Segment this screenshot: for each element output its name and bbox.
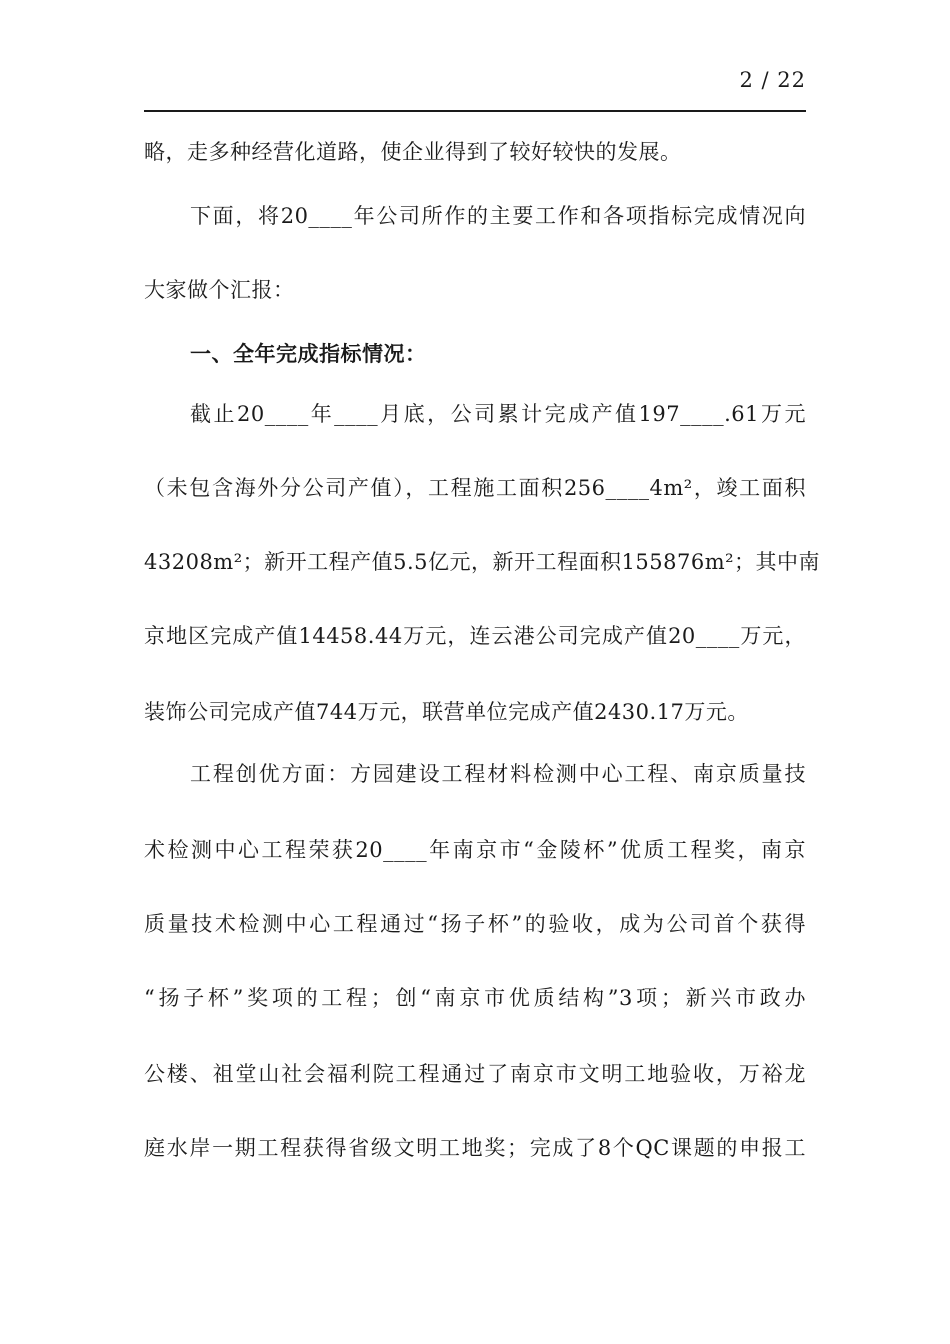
text-line: （未包含海外分公司产值），工程施工面积256____4m²，竣工面积 bbox=[144, 476, 806, 500]
text-line: 略，走多种经营化道路，使企业得到了较好较快的发展。 bbox=[144, 140, 682, 164]
text-line: 装饰公司完成产值744万元，联营单位完成产值2430.17万元。 bbox=[144, 700, 749, 724]
text-line: 截止20____年____月底，公司累计完成产值197____.61万元 bbox=[190, 402, 806, 426]
text-line: “扬子杯”奖项的工程；创“南京市优质结构”3项；新兴市政办 bbox=[144, 986, 806, 1010]
text-line: 庭水岸一期工程获得省级文明工地奖；完成了8个QC课题的申报工 bbox=[144, 1136, 806, 1160]
header-rule bbox=[144, 110, 806, 112]
text-line: 质量技术检测中心工程通过“扬子杯”的验收，成为公司首个获得 bbox=[144, 912, 806, 936]
page-number: 2 / 22 bbox=[739, 68, 806, 92]
text-line: 公楼、祖堂山社会福利院工程通过了南京市文明工地验收，万裕龙 bbox=[144, 1062, 806, 1086]
section-heading: 一、全年完成指标情况： bbox=[190, 342, 427, 366]
text-line: 工程创优方面：方园建设工程材料检测中心工程、南京质量技 bbox=[190, 762, 806, 786]
text-line: 43208m²；新开工程产值5.5亿元，新开工程面积155876m²；其中南 bbox=[144, 550, 821, 574]
text-line: 京地区完成产值14458.44万元，连云港公司完成产值20____万元， bbox=[144, 624, 806, 648]
text-line: 下面，将20____年公司所作的主要工作和各项指标完成情况向 bbox=[190, 204, 806, 228]
text-line: 术检测中心工程荣获20____年南京市“金陵杯”优质工程奖，南京 bbox=[144, 838, 806, 862]
text-line: 大家做个汇报： bbox=[144, 278, 295, 302]
